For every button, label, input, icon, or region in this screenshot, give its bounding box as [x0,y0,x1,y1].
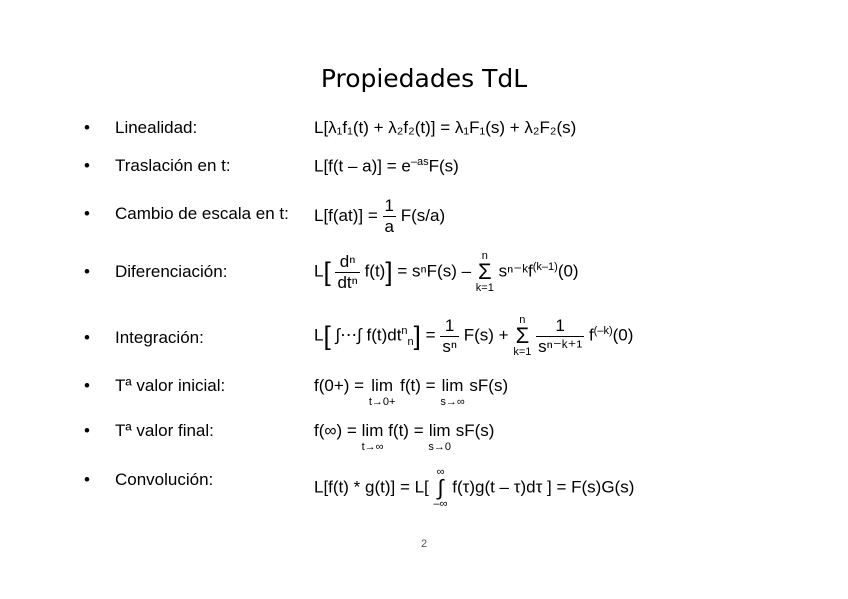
bullet: • [84,421,90,440]
page-number: 2 [420,538,428,550]
bullet: • [84,376,90,395]
bullet: • [84,470,90,489]
fraction [383,196,396,237]
formula-lhs: L[f(at)] = [314,205,378,225]
fraction-numerator: dⁿ [335,252,359,273]
formula-equals: = [425,325,436,345]
formula-linealidad [314,118,576,138]
fraction-denominator: sⁿ⁻ᵏ⁺¹ [538,336,583,356]
formula-tail-sup: (–k) [593,324,613,337]
sum-lower: k=1 [475,282,494,294]
property-label: Tª valor final: [115,421,214,440]
property-row-integracion [0,314,848,374]
property-row-convolucion [0,466,848,526]
limit-subscript: t→∞ [361,441,384,453]
sigma-symbol: Σ [515,323,530,348]
formula-rhs: ] = F(s)G(s) [547,477,635,497]
fraction [536,316,584,357]
property-label: Diferenciación: [115,262,228,281]
limit-word: lim [441,376,464,395]
limit-subscript: t→0+ [368,396,396,408]
formula-integrals: ∫⋯∫ f(t)dt [335,325,402,345]
limit-word: lim [361,421,384,440]
integral-lower: –∞ [433,498,448,510]
limit [428,421,451,453]
right-bracket: ] [385,256,393,287]
bullet: • [84,262,90,281]
fraction-numerator: 1 [384,196,394,215]
formula-mid: F(s) + [463,325,509,345]
formula-term: sⁿ⁻ᵏf [498,261,533,281]
slide-title: Propiedades TdL [320,64,528,93]
formula-escala [314,196,445,237]
fraction-denominator: dtⁿ [337,272,358,292]
formula-final [314,421,494,453]
formula-integrals-sub: n [407,335,414,348]
limit [440,376,464,408]
limit-subscript: s→∞ [440,396,465,408]
formula-rhs: = sⁿF(s) – [397,261,472,281]
sum-upper: n [481,250,488,262]
fraction [335,252,359,293]
formula-inicial [314,376,508,408]
formula-rhs: = λ₁F₁(s) + λ₂F₂(s) [440,118,577,137]
formula-convolucion [314,466,634,510]
formula-end: (0) [612,325,634,345]
property-row-escala [0,196,848,256]
formula-mid: f(t) = [388,421,424,440]
fraction [440,316,459,357]
property-label: Integración: [115,328,204,347]
sum-lower: k=1 [513,346,532,358]
integral-upper: ∞ [436,466,445,478]
fraction-numerator: 1 [440,316,459,337]
formula-rhs: sF(s) [455,421,495,440]
bullet: • [84,118,90,137]
limit [369,376,396,408]
summation [476,250,494,294]
formula-rhs: sF(s) [469,376,509,395]
formula-rhs: F(s) [428,156,459,176]
integral-symbol: ∫ [437,475,444,500]
summation [513,314,531,358]
formula-L: L [314,261,324,281]
fraction-denominator: sⁿ [442,336,458,356]
formula-lhs: L[λ₁f₁(t) + λ₂f₂(t)] [314,118,436,137]
property-label: Linealidad: [115,118,198,137]
formula-exponent: –as [410,156,429,168]
formula-lhs: f(0+) = [314,376,365,395]
fraction-numerator: 1 [536,316,584,337]
left-bracket: [ [323,320,331,351]
formula-diferenciacion [314,250,579,294]
formula-body: f(τ)g(t – τ)dτ [452,477,543,497]
bullet: • [84,156,90,175]
formula-lhs: f(∞) = [314,421,357,440]
limit [362,421,384,453]
property-label: Cambio de escala en t: [115,204,289,223]
integral [434,466,448,510]
formula-end: (0) [557,261,579,281]
property-row-diferenciacion [0,250,848,310]
formula-lhs: L[f(t – a)] = e [314,156,411,176]
right-bracket: ] [413,320,421,351]
limit-word: lim [428,421,451,440]
formula-traslacion [314,156,459,177]
sum-upper: n [519,314,526,326]
property-label: Convolución: [115,470,214,489]
bullet: • [84,328,90,347]
formula-lhs: L[f(t) * g(t)] = L[ [314,477,429,497]
formula-integrals-sup: n [401,324,408,337]
formula-term-sup: (k–1) [532,260,558,273]
formula-L: L [314,325,324,345]
formula-tail: f [588,325,594,345]
formula-integracion [314,314,633,358]
fraction-denominator: a [384,217,394,236]
property-label: Traslación en t: [115,156,231,175]
limit-subscript: s→0 [428,441,451,453]
sigma-symbol: Σ [478,259,492,284]
limit-word: lim [371,376,393,395]
bullet: • [84,204,90,223]
formula-mid: f(t) = [400,376,436,395]
formula-rhs: F(s/a) [400,205,446,225]
left-bracket: [ [323,256,331,287]
property-label: Tª valor inicial: [115,376,226,395]
formula-mid: f(t) [364,261,386,281]
